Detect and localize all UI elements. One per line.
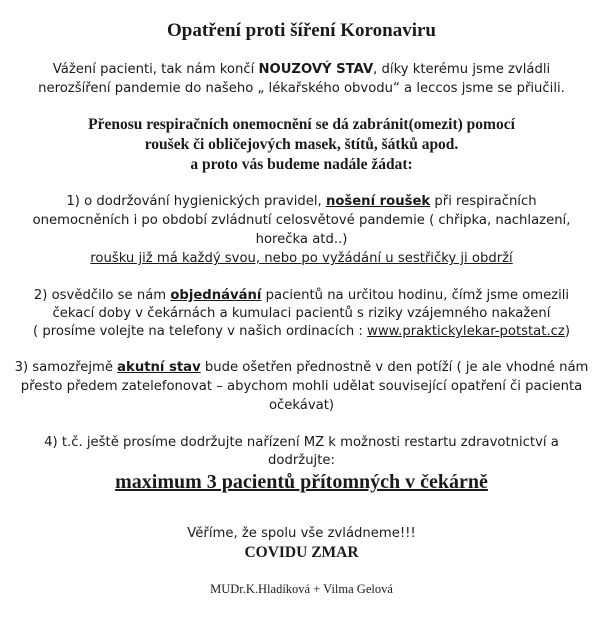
item3-line-3: očekávat): [268, 398, 335, 413]
appointments-text: objednávání: [170, 288, 262, 303]
item1-line-3: horečka atd..): [255, 232, 348, 247]
headline-line-3: a proto vás budeme nadále žádat:: [190, 156, 413, 173]
item4-line-1: 4) t.č. ještě prosíme dodržujte nařízení MZ k možnosti restartu zdravotnictví a: [44, 435, 559, 450]
item1-line-1: [0, 194, 603, 209]
item3-text: 3) samozřejmě: [14, 360, 118, 375]
item3-line-2: přesto předem zatelefonovat – abychom mohli udělat související opatření či pacienta: [20, 379, 583, 394]
page-title: Opatření proti šíření Koronaviru: [167, 20, 436, 41]
intro-text: Vážení pacienti, tak nám končí: [52, 62, 259, 77]
item2-text: pacientů na určitou hodinu, čímž jsme omezili: [261, 288, 570, 303]
item3-line-1: [0, 360, 603, 375]
item2-line-2: čekací doby v čekárnách a kumulaci pacientů s riziky vzájemného nakažení: [52, 306, 551, 321]
headline-line-1: Přenosu respiračních onemocnění se dá zabránit(omezit) pomocí: [88, 116, 515, 133]
item4-line-2: dodržujte:: [268, 453, 335, 468]
item2-text: ( prosíme volejte na telefony v našich ordinacích :: [33, 324, 368, 339]
item1-line-4: roušku již má každý svou, nebo po vyžádání u sestřičky ji obdrží: [90, 251, 513, 266]
intro-text: , díky kterému jsme zvládli: [373, 62, 551, 77]
mask-wearing-text: nošení roušek: [325, 194, 431, 209]
acute-state-text: akutní stav: [117, 360, 201, 375]
emergency-state-text: NOUZOVÝ STAV: [258, 62, 374, 77]
website-link[interactable]: www.praktickylekar-potstat.cz: [367, 324, 565, 339]
item3-text: bude ošetřen přednostně v den potíží ( je ale vhodné nám: [200, 360, 589, 375]
closing-line-2: COVIDU ZMAR: [244, 544, 359, 561]
item2-line-1: [0, 288, 603, 303]
waiting-room-limit: maximum 3 pacientů přítomných v čekárně: [115, 471, 488, 493]
intro-line-1: [0, 62, 603, 77]
headline-line-2: roušek či obličejových masek, štítů, šátků apod.: [144, 136, 459, 153]
item1-text: při respiračních: [430, 194, 537, 209]
item2-text: ): [564, 324, 570, 339]
intro-line-2: nerozšíření pandemie do našeho „ lékařského obvodu“ a leccos jsme se přiučili.: [38, 81, 565, 96]
item1-text: 1) o dodržování hygienických pravidel,: [66, 194, 326, 209]
closing-line-1: Věříme, že spolu vše zvládneme!!!: [187, 526, 416, 541]
signature: MUDr.K.Hladíková + Vilma Gelová: [210, 582, 393, 596]
item2-text: 2) osvědčilo se nám: [33, 288, 171, 303]
item2-line-3: [0, 324, 603, 339]
item1-line-2: onemocněních i po období zvládnutí celosvětové pandemie ( chřipka, nachlazení,: [32, 213, 571, 228]
